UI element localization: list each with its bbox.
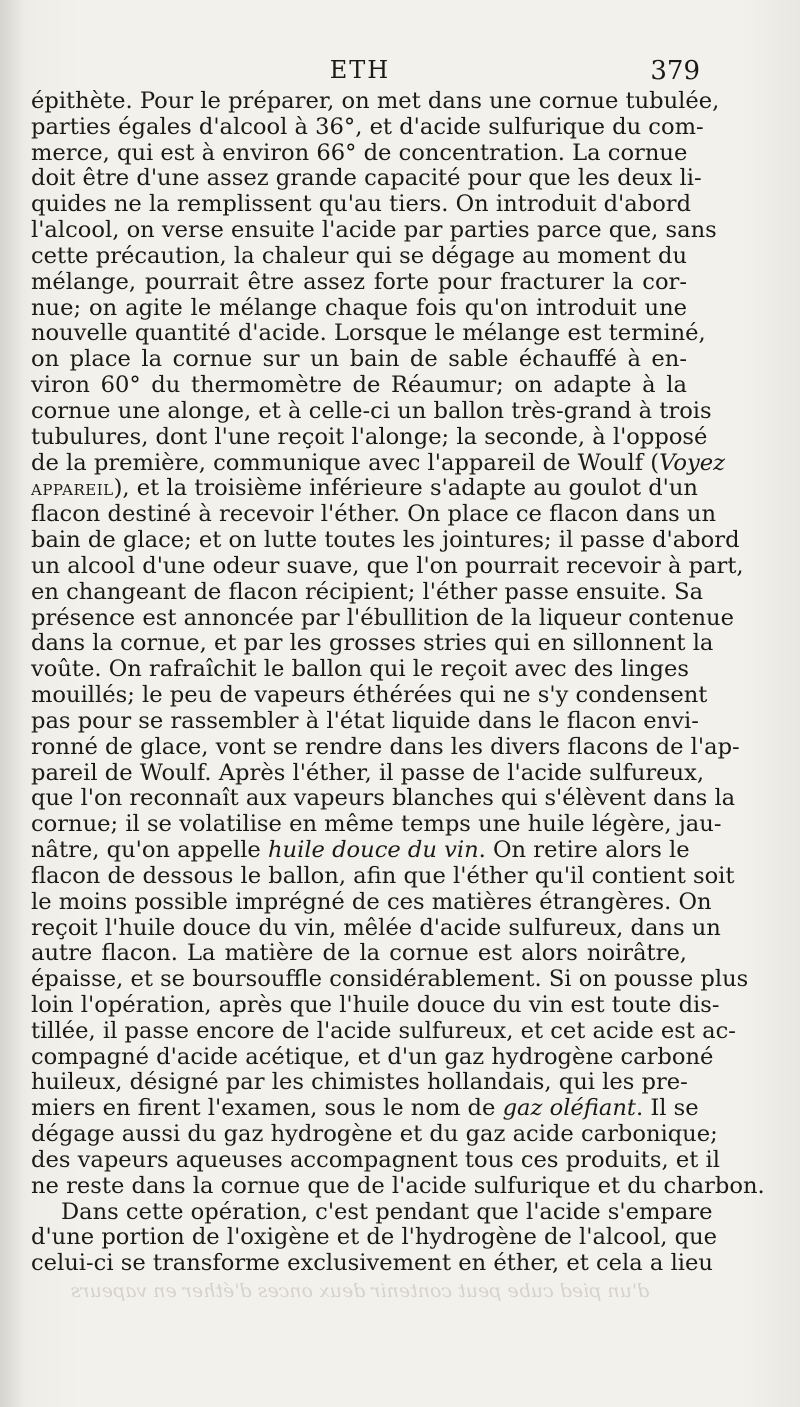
text-line: viron 60° du thermomètre de Réaumur; on adapte à la (31, 372, 687, 399)
text-segment: . On retire alors le (478, 837, 690, 864)
text-line: doit être d'une assez grande capacité pour que les deux li- (31, 165, 702, 192)
text-line: parties égales d'alcool à 36°, et d'acide sulfurique du com- (31, 113, 704, 140)
text-segment: . Il se (635, 1095, 699, 1122)
book-gutter (0, 0, 22, 1407)
text-line: en changeant de flacon récipient; l'éther passe ensuite. Sa (31, 578, 704, 605)
text-line: Dans cette opération, c'est pendant que l'acide s'empare (61, 1198, 713, 1225)
page-number: 379 (650, 56, 700, 86)
text-segment: ), et la troisième inférieure s'adapte au goulot d'un (113, 475, 698, 502)
text-line: cette précaution, la chaleur qui se dégage au moment du (31, 242, 687, 269)
text-line: un alcool d'une odeur suave, que l'on pourrait recevoir à part, (31, 552, 744, 579)
cross-reference-voyez: Voyez (659, 449, 725, 476)
text-line: cornue; il se volatilise en même temps une huile légère, jau- (31, 811, 722, 838)
text-line: bain de glace; et on lutte toutes les jointures; il passe d'abord (31, 527, 740, 554)
text-line: pareil de Woulf. Après l'éther, il passe de l'acide sulfureux, (31, 759, 705, 786)
text-line: tillée, il passe encore de l'acide sulfureux, et cet acide est ac- (31, 1017, 736, 1044)
text-line: on place la cornue sur un bain de sable échauffé à en- (31, 346, 687, 373)
text-line: le moins possible imprégné de ces matières étrangères. On (31, 888, 712, 915)
text-line: ne reste dans la cornue que de l'acide sulfurique et du charbon. (31, 1172, 765, 1199)
text-line: épithète. Pour le préparer, on met dans une cornue tubulée, (31, 88, 720, 114)
running-head: ETH (329, 56, 391, 84)
body-text (31, 88, 765, 1277)
cross-reference-appareil: APPAREIL (31, 481, 114, 500)
text-line: pas pour se rassembler à l'état liquide dans le flacon envi- (31, 707, 699, 734)
text-segment: de la première, communique avec l'appareil de Woulf ( (31, 449, 660, 476)
text-line: merce, qui est à environ 66° de concentration. La cornue (31, 139, 688, 166)
text-line: cornue une alonge, et à celle-ci un ballon très-grand à trois (31, 397, 712, 424)
text-line: compagné d'acide acétique, et d'un gaz hydrogène carboné (31, 1043, 714, 1070)
text-line: loin l'opération, après que l'huile douce du vin est toute dis- (31, 991, 720, 1018)
text-line: dégage aussi du gaz hydrogène et du gaz acide carbonique; (31, 1121, 718, 1148)
term-huile-douce: huile douce du vin (267, 837, 479, 864)
text-line: présence est annoncée par l'ébullition de la liqueur contenue (31, 604, 734, 631)
text-line: flacon destiné à recevoir l'éther. On place ce flacon dans un (31, 501, 717, 528)
text-line: reçoit l'huile douce du vin, mêlée d'acide sulfureux, dans un (31, 914, 721, 941)
text-line: tubulures, dont l'une reçoit l'alonge; la seconde, à l'opposé (31, 423, 708, 450)
text-line (31, 475, 698, 502)
text-line: que l'on reconnaît aux vapeurs blanches qui s'élèvent dans la (31, 785, 736, 812)
text-line: nue; on agite le mélange chaque fois qu'on introduit une (31, 294, 687, 321)
text-line: épaisse, et se boursouffle considérablement. Si on pousse plus (31, 966, 749, 993)
text-segment: nâtre, qu'on appelle (31, 837, 268, 864)
text-line: flacon de dessous le ballon, afin que l'éther qu'il contient soit (31, 862, 735, 889)
text-line: nouvelle quantité d'acide. Lorsque le mélange est terminé, (31, 320, 706, 347)
text-line: autre flacon. La matière de la cornue est alors noirâtre, (31, 940, 687, 967)
text-line: ronné de glace, vont se rendre dans les divers flacons de l'ap- (31, 733, 740, 760)
text-line (31, 1095, 699, 1122)
text-line: voûte. On rafraîchit le ballon qui le reçoit avec des linges (31, 656, 689, 683)
text-line: quides ne la remplissent qu'au tiers. On introduit d'abord (31, 191, 692, 218)
text-line: d'une portion de l'oxigène et de l'hydrogène de l'alcool, que (31, 1224, 717, 1251)
text-line: celui-ci se transforme exclusivement en éther, et cela a lieu (31, 1250, 713, 1277)
bleed-through-text: d'un pied cube peut contenir deux onces d'éther en vapeurs (70, 1280, 650, 1302)
text-line: des vapeurs aqueuses accompagnent tous ces produits, et il (31, 1146, 720, 1173)
text-line: mélange, pourrait être assez forte pour fracturer la cor- (31, 268, 687, 295)
text-line: mouillés; le peu de vapeurs éthérées qui ne s'y condensent (31, 682, 708, 709)
text-line: dans la cornue, et par les grosses stries qui en sillonnent la (31, 630, 714, 657)
text-line: l'alcool, on verse ensuite l'acide par parties parce que, sans (31, 217, 717, 244)
page-header (0, 56, 800, 88)
text-segment: miers en firent l'examen, sous le nom de (31, 1095, 503, 1122)
text-line (31, 837, 690, 864)
text-line (31, 449, 725, 477)
text-line: huileux, désigné par les chimistes hollandais, qui les pre- (31, 1069, 688, 1096)
term-gaz-olefiant: gaz oléfiant (502, 1095, 636, 1122)
